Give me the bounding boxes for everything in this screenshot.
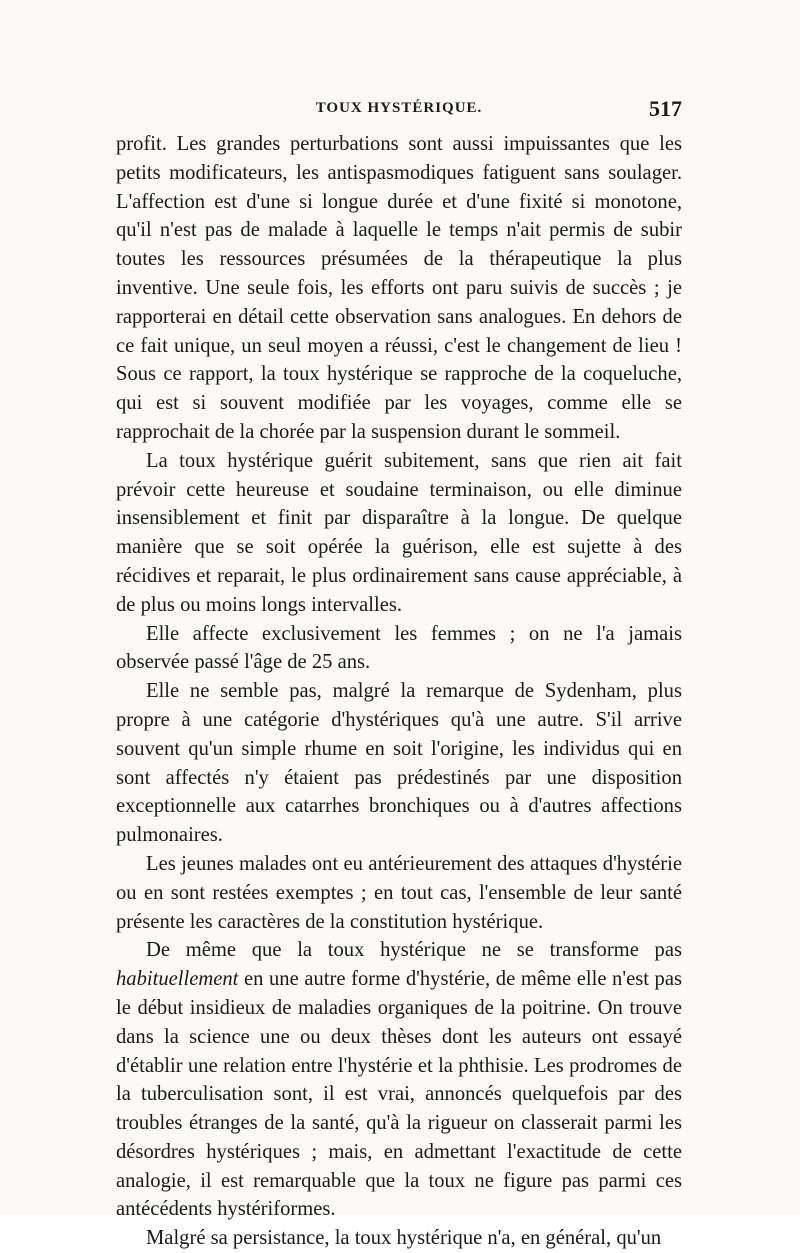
paragraph-healing: La toux hystérique guérit subitement, sans que rien ait fait prévoir cette heureuse et soudaine terminaison, ou elle diminue insensiblement et finit par disparaître à la longue. De quelque manière que se soit opérée la guérison, elle est sujette à des récidives et reparait, le plus ordinairement sans cause appréciable, à de plus ou moins longs intervalles. — [116, 449, 682, 616]
paragraph-sydenham: Elle ne semble pas, malgré la remarque de Sydenham, plus propre à une catégorie d'hystériques qu'à une autre. S'il arrive souvent qu'un simple rhume en soit l'origine, les individus qui en sont affectés n'y étaient pas prédestinés par une disposition exceptionnelle aux catarrhes bronchiques ou à d'autres affections pulmonaires. — [116, 680, 682, 847]
paragraph-phthisis — [116, 936, 682, 1224]
paragraph-persistence: Malgré sa persistance, la toux hystérique n'a, en général, qu'un — [146, 1227, 662, 1250]
running-head — [116, 96, 682, 124]
running-title: TOUX HYSTÉRIQUE. — [315, 100, 483, 116]
paragraph-phthisis-end: en une autre forme d'hystérie, de même elle n'est pas le début insidieux de maladies organiques de la poitrine. On trouve dans la science une ou deux thèses dont les auteurs ont essayé d'établir une relation entre l'hystérie et la phthisie. Les prodromes de la tuberculisation sont, il est vrai, annoncés quelquefois par des troubles étranges de la santé, qu'à la rigueur on classerait parmi les désordres hystériques ; mais, en admettant l'exactitude de cette analogie, il est remarquable que la toux ne figure pas parmi ces antécédents hystériformes. — [116, 968, 682, 1221]
paragraph-phthisis-start: De même que la toux hystérique ne se transforme pas — [146, 939, 682, 962]
paragraph-continuation: profit. Les grandes perturbations sont aussi impuissantes que les petits modificateurs, les antispasmodiques fatiguent sans soulager. L'affection est d'une si longue durée et d'une fixité si monotone, qu'il n'est pas de malade à laquelle le temps n'ait permis de subir toutes les ressources présumées de la thérapeutique la plus inventive. Une seule fois, les efforts ont paru suivis de succès ; je rapporterai en détail cette observation sans analogues. En dehors de ce fait unique, un seul moyen a réussi, c'est le changement de lieu ! Sous ce rapport, la toux hystérique se rapproche de la coqueluche, qui est si souvent modifiée par les voyages, comme elle se rapprochait de la chorée par la suspension durant le sommeil. — [116, 133, 682, 443]
body-text — [116, 130, 682, 1253]
paragraph-young-patients: Les jeunes malades ont eu antérieurement des attaques d'hystérie ou en sont restées exemptes ; en tout cas, l'ensemble de leur santé présente les caractères de la constitution hystérique. — [116, 852, 682, 933]
emphasis-habituellement: habituellement — [116, 968, 239, 991]
paragraph-women: Elle affecte exclusivement les femmes ; on ne l'a jamais observée passé l'âge de 25 ans. — [116, 622, 682, 674]
page-number: 517 — [649, 96, 682, 121]
